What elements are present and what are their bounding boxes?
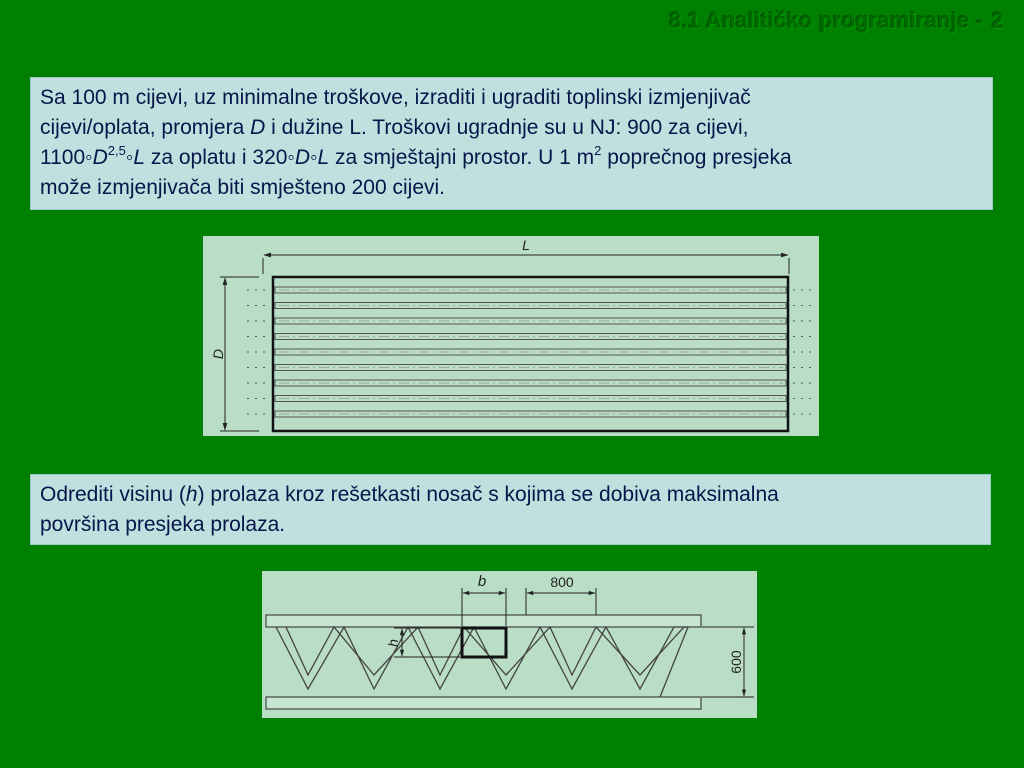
tube <box>275 303 786 309</box>
label-D: D <box>210 348 226 360</box>
operator-dot: ◦ <box>310 146 318 169</box>
problem-1-text-box <box>30 77 993 210</box>
exponent-2-5: 2,5 <box>107 143 126 158</box>
label-L: L <box>522 237 530 253</box>
operator-dot: ◦ <box>125 146 134 169</box>
problem-2-part-1: Odrediti visinu ( <box>40 483 186 506</box>
tube <box>275 396 786 402</box>
problem-2-line-2-text: površina presjeka prolaza. <box>40 513 286 536</box>
problem-1-line-2-a: cijevi/oplata, promjera <box>40 116 251 139</box>
problem-1-line-3-c: za oplatu i 320◦ <box>145 146 295 169</box>
top-chord <box>266 615 701 627</box>
slide-title <box>669 8 1004 34</box>
var-D: D <box>250 116 266 139</box>
var-L: L <box>133 146 145 169</box>
tube <box>275 287 786 293</box>
tube-group <box>247 287 815 417</box>
tube <box>275 318 786 324</box>
var-h: h <box>185 483 198 506</box>
problem-2-part-2: ) prolaza kroz rešetkasti nosač s kojima se dobiva maksimalna <box>197 483 779 506</box>
tube <box>275 365 786 371</box>
exponent-2: 2 <box>594 143 602 158</box>
truss-drawing <box>262 571 757 718</box>
web-inner-line <box>286 627 684 675</box>
problem-1-line-3-f: poprečnog presjeka <box>601 146 792 169</box>
tube <box>275 411 786 417</box>
problem-1-line-2-b: i dužine L. Troškovi ugradnje su u NJ: 900 za cijevi, <box>265 116 749 139</box>
problem-2-text-box <box>30 474 991 545</box>
truss-figure <box>262 571 757 718</box>
problem-1-line-3-a: 1100◦ <box>40 146 93 169</box>
problem-1-line-2 <box>40 113 983 143</box>
tube <box>275 349 786 355</box>
problem-1-line-4-text: može izmjenjivača biti smješteno 200 cijevi. <box>40 176 445 199</box>
problem-2-line-1 <box>40 480 981 510</box>
var-D: D <box>92 146 108 169</box>
heat-exchanger-figure <box>203 236 819 436</box>
problem-2-line-2 <box>40 510 981 540</box>
slide-title-text: 8.1 Analitičko programiranje - <box>669 8 984 33</box>
label-b: b <box>477 573 487 590</box>
tube <box>275 380 786 386</box>
problem-1-line-4 <box>40 173 983 203</box>
tube <box>275 334 786 340</box>
var-D: D <box>294 146 311 169</box>
problem-1-line-1-text: Sa 100 m cijevi, uz minimalne troškove, izraditi i ugraditi toplinski izmjenjivač <box>40 86 751 109</box>
bottom-chord <box>266 697 701 709</box>
problem-1-line-3 <box>40 143 983 173</box>
slide-page-number: 2 <box>991 8 1004 33</box>
problem-1-line-3-e: za smještajni prostor. U 1 m <box>329 146 595 169</box>
var-L: L <box>317 146 330 169</box>
housing-outline <box>273 277 788 431</box>
problem-1-line-1 <box>40 83 983 113</box>
label-800: 800 <box>550 574 574 590</box>
label-h: h <box>385 639 401 647</box>
web-outer-line <box>276 627 688 697</box>
heat-exchanger-drawing <box>203 236 819 436</box>
label-600: 600 <box>728 650 744 674</box>
